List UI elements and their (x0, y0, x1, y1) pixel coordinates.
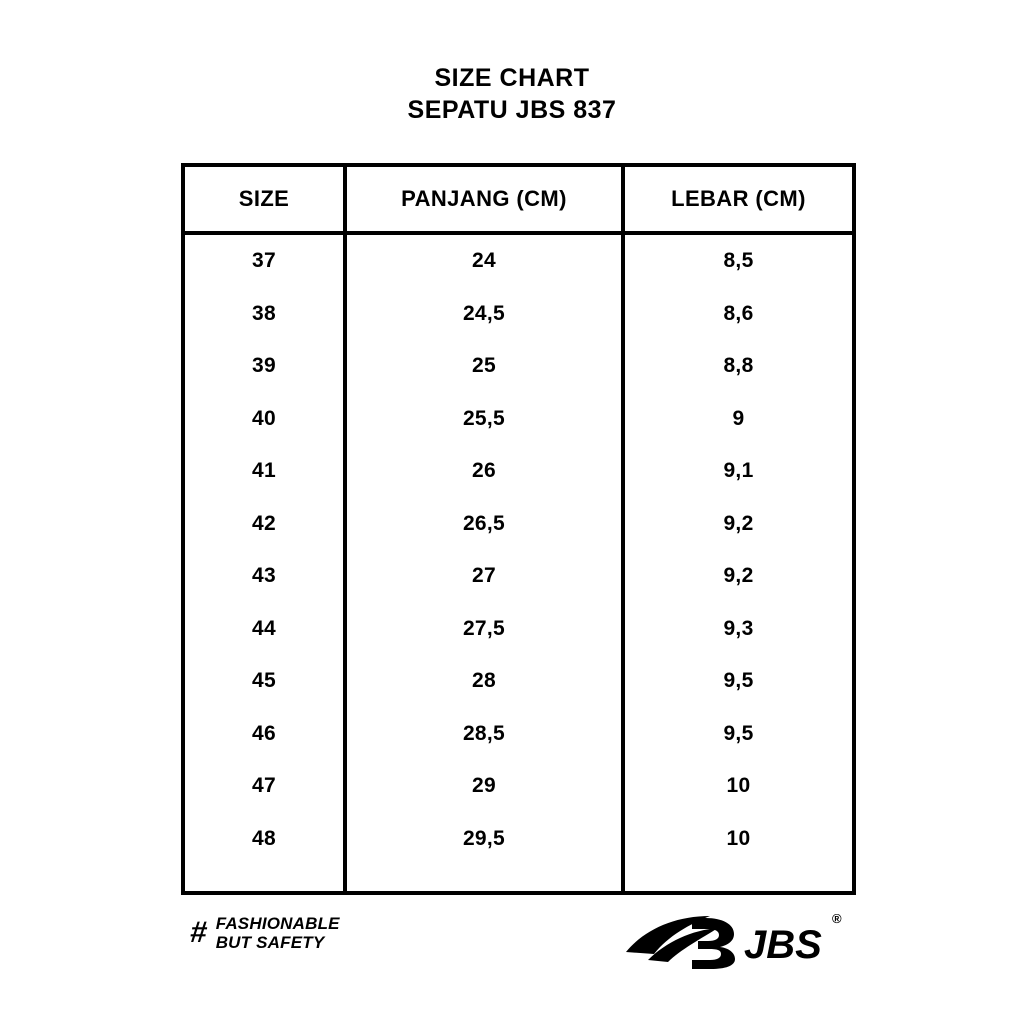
cell-panjang: 26 (345, 445, 623, 498)
table-row (183, 233, 854, 288)
svg-text:JBS: JBS (744, 923, 822, 967)
table-row (183, 708, 854, 761)
table-row (183, 445, 854, 498)
cell-lebar: 9,5 (723, 669, 754, 693)
tagline-text (216, 914, 340, 952)
cell-panjang: 28,5 (345, 708, 623, 761)
spacer-cell-size (183, 865, 345, 893)
table-header-row (183, 165, 854, 233)
cell-panjang: 24,5 (345, 288, 623, 341)
table-row (183, 813, 854, 866)
column-header-panjang: PANJANG (CM) (345, 165, 623, 233)
cell-size: 40 (183, 393, 345, 446)
table-row (183, 655, 854, 708)
cell-size: 42 (183, 498, 345, 551)
cell-size: 47 (183, 760, 345, 813)
table-header (183, 165, 854, 233)
title-line-1: SIZE CHART (434, 64, 590, 92)
page-title (0, 62, 1024, 126)
cell-panjang: 27,5 (345, 603, 623, 656)
cell-size: 38 (183, 288, 345, 341)
cell-lebar: 9,3 (723, 616, 754, 640)
cell-size: 45 (183, 655, 345, 708)
spacer-cell-panjang (345, 865, 623, 893)
table-body (183, 233, 854, 893)
cell-lebar: 9 (732, 406, 745, 430)
cell-panjang: 25,5 (345, 393, 623, 446)
tagline-block (190, 914, 340, 952)
cell-panjang: 24 (345, 233, 623, 288)
cell-panjang: 28 (345, 655, 623, 708)
cell-size: 39 (183, 340, 345, 393)
cell-size: 48 (183, 813, 345, 866)
cell-size: 37 (183, 233, 345, 288)
tagline-line-1: FASHIONABLE (215, 914, 340, 933)
cell-size: 44 (183, 603, 345, 656)
table-row (183, 340, 854, 393)
cell-size: 46 (183, 708, 345, 761)
cell-lebar: 8,6 (723, 301, 754, 325)
cell-lebar: 10 (726, 826, 751, 850)
jbs-logomark-icon (618, 908, 828, 970)
cell-lebar: 9,1 (723, 459, 754, 483)
cell-size: 41 (183, 445, 345, 498)
title-line-2: SEPATU JBS 837 (407, 96, 617, 124)
table-row (183, 550, 854, 603)
table-bottom-spacer (183, 865, 854, 893)
hashtag-icon: # (188, 916, 209, 949)
table-row (183, 288, 854, 341)
table-row (183, 393, 854, 446)
registered-trademark-icon: ® (832, 911, 842, 926)
cell-lebar: 8,8 (723, 354, 754, 378)
footer (0, 900, 1024, 990)
tagline-line-2: BUT SAFETY (215, 933, 325, 952)
cell-lebar: 9,2 (723, 511, 754, 535)
cell-lebar: 9,2 (723, 564, 754, 588)
cell-panjang: 29 (345, 760, 623, 813)
table-row (183, 603, 854, 656)
size-table (181, 163, 856, 895)
cell-lebar: 10 (726, 774, 751, 798)
cell-lebar: 9,5 (723, 721, 754, 745)
column-header-lebar: LEBAR (CM) (623, 165, 854, 233)
cell-lebar: 8,5 (723, 249, 754, 273)
size-table-container (181, 163, 842, 895)
cell-panjang: 27 (345, 550, 623, 603)
table-row (183, 760, 854, 813)
cell-panjang: 29,5 (345, 813, 623, 866)
spacer-cell-lebar (623, 865, 854, 893)
cell-panjang: 26,5 (345, 498, 623, 551)
cell-size: 43 (183, 550, 345, 603)
table-row (183, 498, 854, 551)
cell-panjang: 25 (345, 340, 623, 393)
jbs-logo (618, 908, 842, 970)
column-header-size: SIZE (183, 165, 345, 233)
